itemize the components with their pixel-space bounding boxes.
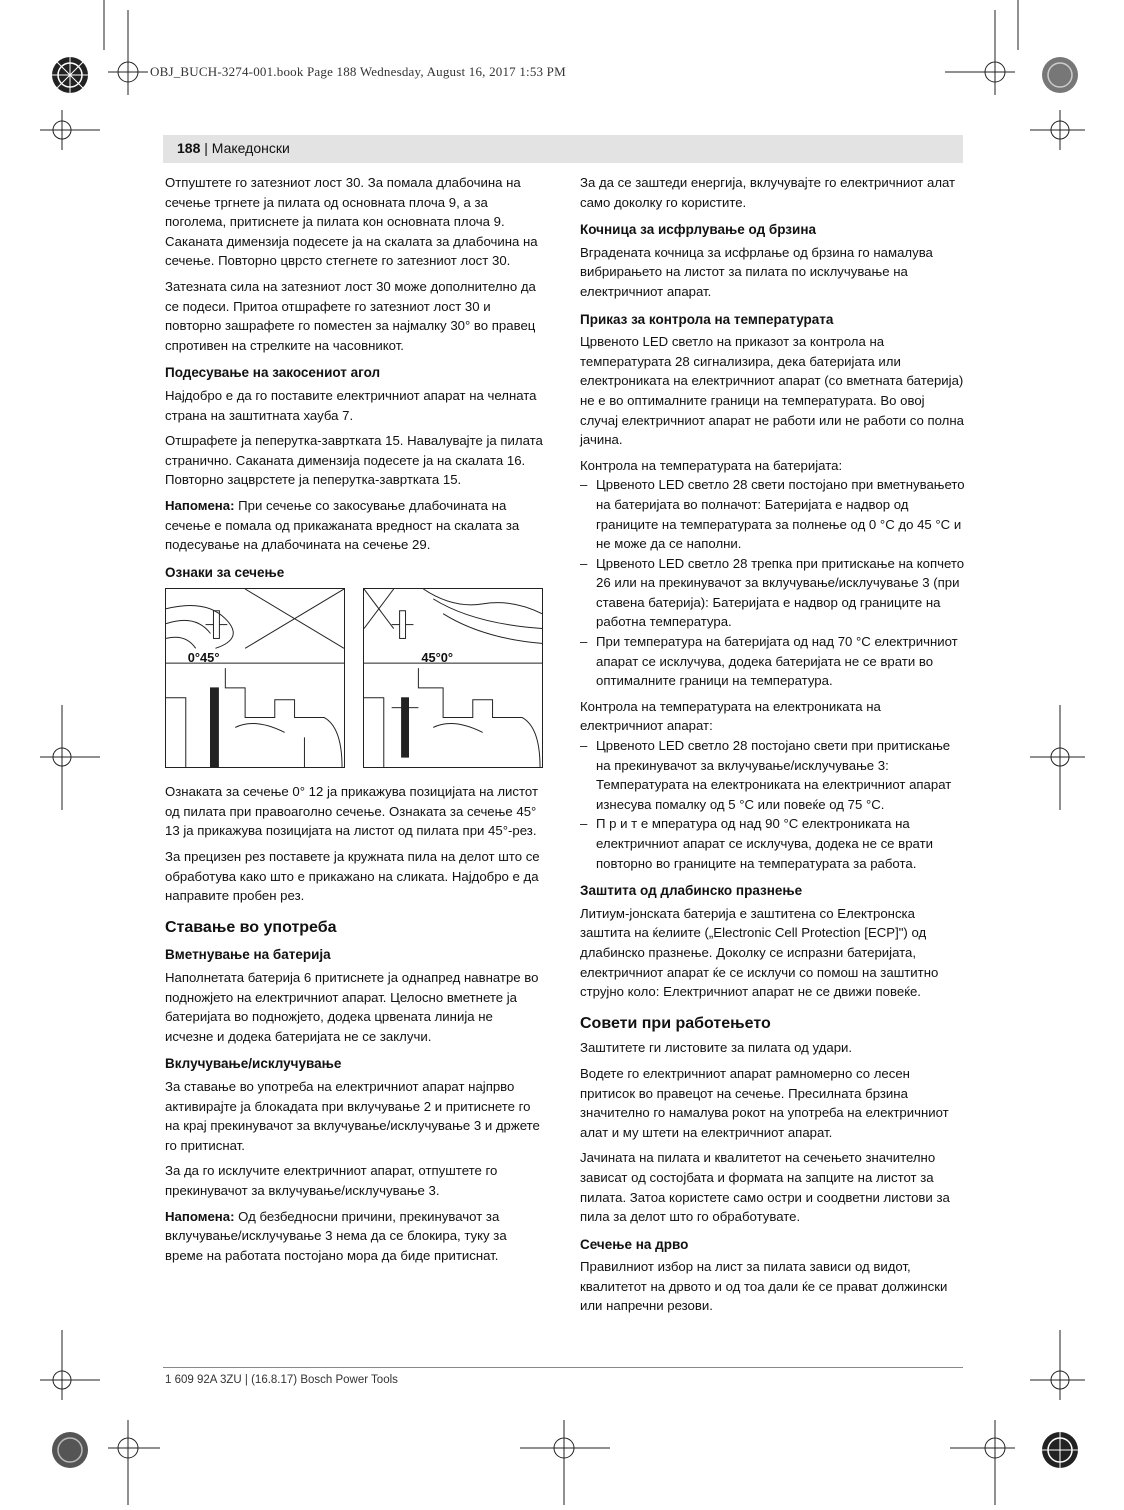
paragraph: Заштитете ги листовите за пилата од удари.	[580, 1040, 853, 1056]
paragraph: Наполнетата батерија 6 притиснете ја однапред навнатре во подножјето на електричниот апарат. Целосно вметнете ја батеријата во подножјето, додека црвената линија не исчезне и додека батеријата не се заклучи.	[165, 970, 539, 1044]
section-heading: Подесување на закосениот агол	[165, 365, 381, 381]
right-column	[580, 173, 965, 1322]
note-text: При сечење со закосување длабочината на сечење е помала од прикажаната вредност на скалата за подесување на длабочината на сечење 29.	[165, 497, 520, 553]
paragraph: За ставање во употреба на електричниот апарат најпрво активирајте ја блокадата при вклучување 2 и притиснете го на крај прекинувачот за вклучување/исклучување 3 и држете го притиснат.	[165, 1079, 540, 1153]
note-paragraph	[165, 1207, 543, 1266]
paragraph: Отшрафете ја пеперутка-завртката 15. Навалувајте ја пилата странично. Саканата димензија подесете ја на скалата 16. Повторно зацврстете ја пеперутка-завртката 15.	[165, 433, 543, 488]
battery-temperature-list	[580, 475, 965, 691]
section-heading: Вклучување/исклучување	[165, 1056, 342, 1072]
page-header-band	[163, 135, 963, 163]
figure-label: 45°0°	[421, 650, 454, 666]
note-label: Напомена:	[165, 1208, 235, 1224]
page-footer: 1 609 92A 3ZU | (16.8.17) Bosch Power Tools	[165, 1374, 398, 1386]
list-item: – П р и т е мпература од над 90 °C електрониката на електричниот апарат се исклучува, додека не се врати повторно во границите на температурата за работа.	[580, 814, 965, 873]
paragraph: За да се заштеди енергија, вклучувајте го електричниот алат само доколку го користите.	[580, 175, 956, 210]
paragraph: Ознаката за сечење 0° 12 ја прикажува позицијата на листот од пилата при правоаголно сечење. Ознаката за сечење 45° 13 ја прикажува позицијата на листот од пилата при 45°-рез.	[165, 784, 538, 839]
paragraph: За прецизен рез поставете ја кружната пила на делот што се обработува како што е прикажано на сликата. Најдобро е да направите пробен рез.	[165, 849, 540, 904]
list-item: – Црвеното LED светло 28 свети постојано при вметнувањето на батеријата во полначот: Батеријата е надвор од границите на температурата за полнење од 0 °C до 45 °C и не може да се наполни.	[580, 475, 965, 553]
figure-label: 0°45°	[187, 650, 220, 666]
footer-divider	[163, 1367, 963, 1368]
note-paragraph	[165, 496, 543, 555]
cutting-marks-figures	[165, 588, 543, 768]
electronics-temperature-list	[580, 736, 965, 873]
paragraph: Црвеното LED светло на приказот за контрола на температурата 28 сигнализира, дека батеријата или електрониката на електричниот апарат (со вметната батерија) не е во оптималните граници на температурата. Во овој случај електричниот апарат не работи или не работи со полна јачина.	[580, 334, 964, 448]
paragraph: Литиум-јонската батерија е заштитена со Електронска заштита на ќелиите („Electronic Cell Protection [ECP]") од длабинско празнење. Доколку се испразни батеријата, електричниот апарат ќе се исклучи со помош на заштитно струјно коло: Електричниот апарат не се движи повеќе.	[580, 905, 939, 1000]
paragraph: Контрола на температурата на електрониката на електричниот апарат:	[580, 698, 881, 734]
paragraph: Вградената кочница за исфрлање од брзина го намалува вибрирањето на листот за пилата по исклучување на електричниот апарат.	[580, 244, 933, 299]
paragraph: Отпуштете го затезниот лост 30. За помала длабочина на сечење тргнете ја пилата од основната плоча 9, а за поголема, притиснете ја пилата кон основната плоча 9. Саканата димензија подесете ја на скалата за длабочина на сечење. Повторно цврсто стегнете го затезниот лост 30.	[165, 175, 538, 269]
list-item: – Црвеното LED светло 28 трепка при притискање на копчето 26 или на прекинувачот за вклучување/исклучување 3 (при ставена батерија): Батеријата е надвор од границите на работна температура.	[580, 554, 965, 632]
section-heading: Вметнување на батерија	[165, 947, 331, 963]
chapter-heading: Совети при работењето	[580, 1014, 771, 1032]
book-header: OBJ_BUCH-3274-001.book Page 188 Wednesday, August 16, 2017 1:53 PM	[150, 64, 566, 79]
page-number-header: 188 | Македонски	[177, 140, 290, 156]
page-language: Македонски	[211, 140, 290, 156]
list-item: – При температура на батеријата од над 70 °C електричниот апарат се исклучува, додека батеријата не се врати во оптималните граници на температура.	[580, 632, 965, 691]
paragraph: Водете го електричниот апарат рамномерно со лесен притисок во правецот на сечење. Пресилната брзина значително го намалува рокот на употреба на електричниот алат и му штети на електричниот апарат.	[580, 1065, 949, 1140]
cutting-mark-figure-0-45	[165, 588, 345, 768]
paragraph: Правилниот избор на лист за пилата зависи од видот, квалитетот на дрвото и од тоа дали ќе се прават должински или напречни резови.	[580, 1259, 948, 1314]
paragraph: Затезната сила на затезниот лост 30 може дополнително да се подеси. Притоа отшрафете го затезниот лост 30 и повторно зашрафете го поместен за најмалку 30° во правец спротивен на стрелките на часовникот.	[165, 278, 536, 353]
section-heading: Кочница за исфрлување од брзина	[580, 222, 816, 238]
chapter-heading: Ставање во употреба	[165, 918, 337, 936]
section-heading: Ознаки за сечење	[165, 564, 285, 580]
paragraph: За да го исклучите електричниот апарат, отпуштете го прекинувачот за вклучување/исклучување 3.	[165, 1163, 498, 1198]
section-heading: Сечење на дрво	[580, 1236, 689, 1252]
paragraph: Контрола на температурата на батеријата:	[580, 457, 843, 473]
page-number: 188	[177, 140, 201, 156]
list-item: – Црвеното LED светло 28 постојано свети при притискање на прекинувачот за вклучување/исклучување 3: Температурата на електрониката на електричниот апарат изнесува помалку од 5 °C или повеќе од 75 °C.	[580, 736, 965, 814]
note-text: Од безбедносни причини, прекинувачот за вклучување/исклучување 3 нема да се блокира, туку за време на работата постојано мора да биде притиснат.	[165, 1208, 507, 1263]
paragraph: Најдобро е да го поставите електричниот апарат на челната страна на заштитната хауба 7.	[165, 387, 537, 423]
cutting-mark-figure-45-0	[363, 588, 543, 768]
section-heading: Заштита од длабинско празнење	[580, 883, 803, 899]
paragraph: Јачината на пилата и квалитетот на сечењето значително зависат од состојбата и формата на запците на листот за пилата. Затоа користете само остри и соодветни листови за пила за делот што го обработувате.	[580, 1150, 950, 1225]
section-heading: Приказ за контрола на температурата	[580, 311, 834, 327]
left-column	[165, 173, 543, 1271]
note-label: Напомена:	[165, 497, 235, 513]
